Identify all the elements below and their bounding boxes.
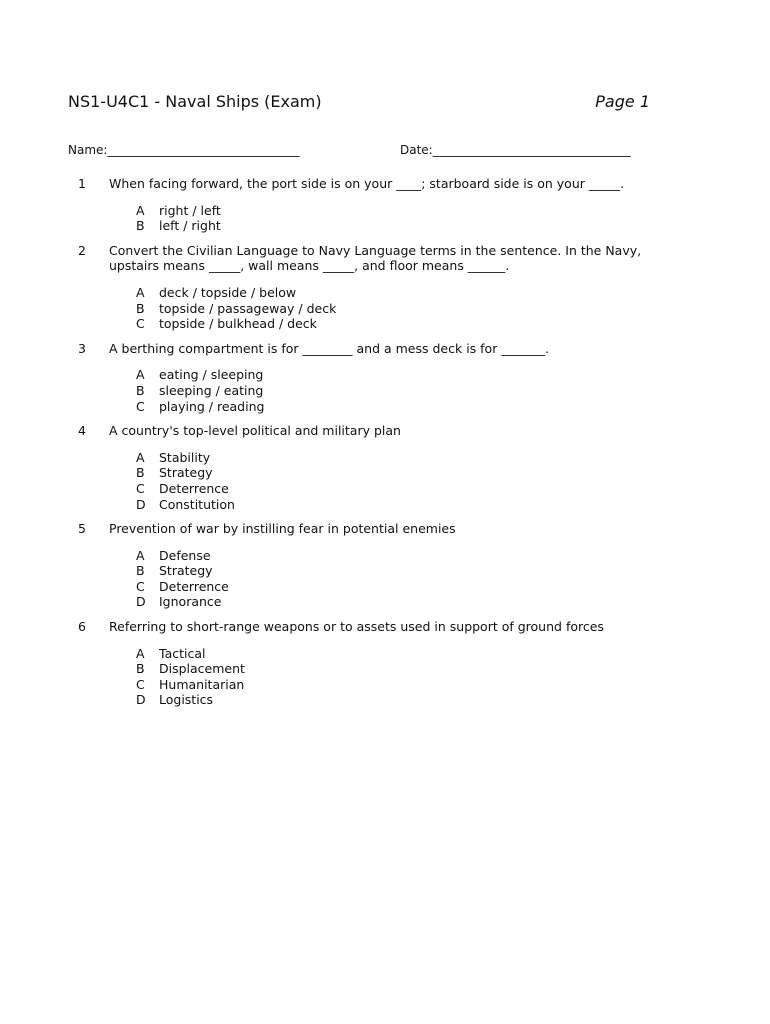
question-text: When facing forward, the port side is on your ____; starboard side is on your _____.: [109, 176, 625, 191]
name-date-row: [68, 143, 650, 161]
choice-letter: D: [136, 496, 146, 512]
question-number: 3: [78, 340, 86, 356]
choice-letter: A: [136, 547, 145, 563]
choice-text: deck / topside / below: [159, 284, 297, 300]
question-list: [68, 176, 668, 717]
choice-letter: B: [136, 382, 145, 398]
answer-choice: [136, 646, 668, 662]
choice-text: Strategy: [159, 465, 213, 481]
answer-choice: [136, 399, 668, 415]
answer-choice: [136, 203, 668, 219]
choice-letter: C: [136, 578, 145, 594]
question-text: A berthing compartment is for ________ and a mess deck is for _______.: [109, 340, 550, 356]
choice-letter: B: [136, 218, 145, 234]
choice-letter: A: [136, 367, 145, 383]
question-number: 5: [78, 521, 86, 537]
question-text: A country's top-level political and military plan: [109, 423, 401, 439]
answer-choice: [136, 594, 668, 610]
choice-text: sleeping / eating: [159, 382, 264, 398]
date-field: Date:_________________________________: [400, 143, 631, 157]
question-item: [68, 521, 668, 610]
question-line: [68, 619, 668, 635]
choice-letter: C: [136, 480, 145, 496]
answer-choices: [68, 203, 668, 234]
question-line: [68, 521, 668, 537]
question-text: Prevention of war by instilling fear in potential enemies: [109, 521, 456, 537]
name-field: Name:________________________________: [68, 143, 300, 157]
question-text: Referring to short-range weapons or to assets used in support of ground forces: [109, 619, 604, 635]
choice-letter: D: [136, 594, 146, 610]
choice-text: Strategy: [159, 563, 213, 579]
answer-choice: [136, 367, 668, 383]
question-number: 2: [78, 242, 86, 258]
answer-choice: [136, 450, 668, 466]
choice-letter: B: [136, 661, 145, 677]
choice-text: left / right: [159, 218, 221, 234]
page-number: Page 1: [595, 92, 650, 111]
choice-letter: C: [136, 316, 145, 332]
answer-choice: [136, 677, 668, 693]
choice-text: Humanitarian: [159, 676, 245, 692]
question-line: [68, 243, 668, 274]
question-line: [68, 423, 668, 439]
answer-choices: [68, 285, 668, 332]
choice-letter: A: [136, 645, 145, 661]
answer-choice: [136, 285, 668, 301]
answer-choices: [68, 367, 668, 414]
question-line: [68, 341, 668, 357]
answer-choice: [136, 316, 668, 332]
exam-title: NS1-U4C1 - Naval Ships (Exam): [68, 92, 322, 111]
answer-choice: [136, 301, 668, 317]
choice-text: Tactical: [159, 645, 206, 661]
question-number: 1: [78, 176, 86, 191]
answer-choice: [136, 563, 668, 579]
choice-letter: B: [136, 465, 145, 481]
question-number: 4: [78, 423, 86, 439]
answer-choice: [136, 481, 668, 497]
choice-text: Ignorance: [159, 594, 222, 610]
choice-text: Deterrence: [159, 480, 229, 496]
choice-letter: B: [136, 300, 145, 316]
choice-text: Defense: [159, 547, 211, 563]
question-line: [68, 176, 668, 192]
choice-letter: A: [136, 449, 145, 465]
choice-letter: A: [136, 202, 145, 218]
answer-choice: [136, 579, 668, 595]
question-item: [68, 341, 668, 414]
answer-choice: [136, 661, 668, 677]
question-item: [68, 423, 668, 512]
choice-text: Deterrence: [159, 578, 229, 594]
choice-text: right / left: [159, 202, 221, 218]
question-item: [68, 176, 668, 234]
choice-text: playing / reading: [159, 398, 265, 414]
answer-choice: [136, 383, 668, 399]
choice-letter: C: [136, 676, 145, 692]
answer-choice: [136, 692, 668, 708]
answer-choices: [68, 548, 668, 610]
choice-text: Stability: [159, 449, 211, 465]
answer-choice: [136, 497, 668, 513]
choice-text: topside / bulkhead / deck: [159, 316, 317, 332]
choice-letter: A: [136, 284, 145, 300]
choice-text: Logistics: [159, 692, 214, 708]
question-item: [68, 243, 668, 332]
choice-letter: B: [136, 563, 145, 579]
answer-choices: [68, 450, 668, 512]
choice-text: eating / sleeping: [159, 367, 264, 383]
question-number: 6: [78, 619, 86, 635]
choice-letter: D: [136, 692, 146, 708]
choice-letter: C: [136, 398, 145, 414]
answer-choice: [136, 218, 668, 234]
choice-text: topside / passageway / deck: [159, 300, 337, 316]
choice-text: Constitution: [159, 496, 235, 512]
question-text: Convert the Civilian Language to Navy Language terms in the sentence. In the Navy, upstairs means _____, wall means _____, and floor means ______.: [109, 242, 642, 274]
choice-text: Displacement: [159, 661, 245, 677]
question-item: [68, 619, 668, 708]
page-header: [68, 92, 650, 116]
answer-choice: [136, 548, 668, 564]
answer-choice: [136, 465, 668, 481]
answer-choices: [68, 646, 668, 708]
